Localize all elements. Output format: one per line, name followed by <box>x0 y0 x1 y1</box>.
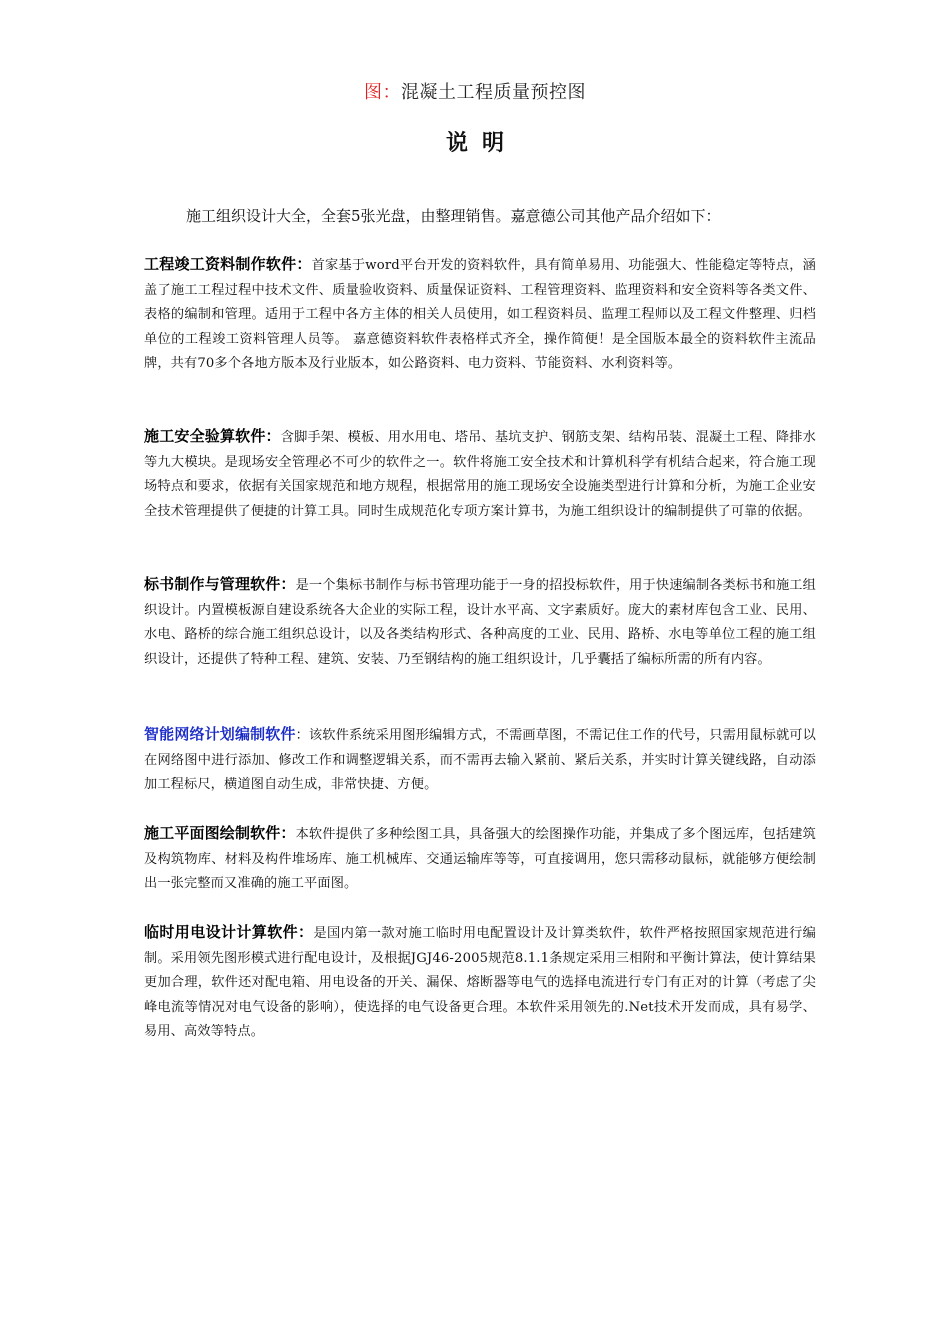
figure-caption <box>0 78 950 104</box>
section-title: 标书制作与管理软件： <box>144 575 296 593</box>
intro-paragraph: 施工组织设计大全，全套5张光盘，由整理销售。嘉意德公司其他产品介绍如下： <box>186 207 721 225</box>
section-temp-power-software <box>144 920 816 1045</box>
section-site-plan-software <box>144 821 816 897</box>
section-safety-calc-software <box>144 424 816 524</box>
figure-caption-text: 混凝土工程质量预控图 <box>401 82 586 103</box>
section-bid-document-software <box>144 572 816 672</box>
section-title: 临时用电设计计算软件： <box>144 923 314 941</box>
section-body: 是一个集标书制作与标书管理功能于一身的招投标软件，用于快速编制各类标书和施工组织设计。内置模板源自建设系统各大企业的实际工程，设计水平高、文字素质好。庞大的素材库包含工业、民用、水电、路桥的综合施工组织总设计，以及各类结构形式、各种高度的工业、民用、路桥、水电等单位工程的施工组织设计，还提供了特种工程、建筑、安装、乃至钢结构的施工组织设计，几乎囊括了编标所需的所有内容。 <box>144 578 816 667</box>
section-network-plan-software <box>144 722 816 798</box>
section-body: 首家基于word平台开发的资料软件，具有简单易用、功能强大、性能稳定等特点，涵盖了施工工程过程中技术文件、质量验收资料、质量保证资料、工程管理资料、监理资料和安全资料等各类文件、表格的编制和管理。适用于工程中各方主体的相关人员使用，如工程资料员、监理工程师以及工程文件整理、归档单位的工程竣工资料管理人员等。 嘉意德资料软件表格样式齐全，操作简便！是全国版本最全的资料软件主流品牌，共有70多个各地方版本及行业版本，如公路资料、电力资料、节能资料、水利资料等。 <box>144 258 816 371</box>
section-completion-docs-software <box>144 252 816 377</box>
section-title-link[interactable]: 智能网络计划编制软件 <box>144 725 296 743</box>
section-body: 是国内第一款对施工临时用电配置设计及计算类软件，软件严格按照国家规范进行编制。采用领先图形模式进行配电设计，及根据JGJ46-2005规范8.1.1条规定采用三相附和平衡计算法，使计算结果更加合理，软件还对配电箱、用电设备的开关、漏保、熔断器等电气的选择电流进行专门有正对的计算（考虑了尖峰电流等情况对电气设备的影响），使选择的电气设备更合理。本软件采用领先的.Net技术开发而成，具有易学、易用、高效等特点。 <box>144 926 817 1039</box>
figure-caption-label: 图： <box>364 82 401 103</box>
section-title: 施工平面图绘制软件： <box>144 824 296 842</box>
page-heading: 说明 <box>445 130 518 156</box>
section-body: 含脚手架、模板、用水用电、塔吊、基坑支护、钢筋支架、结构吊装、混凝土工程、降排水等九大模块。是现场安全管理必不可少的软件之一。软件将施工安全技术和计算机科学有机结合起来，符合施工现场特点和要求，依据有关国家规范和地方规程，根据常用的施工现场安全设施类型进行计算和分析，为施工企业安全技术管理提供了便捷的计算工具。同时生成规范化专项方案计算书，为施工组织设计的编制提供了可靠的依据。 <box>144 430 817 519</box>
section-title: 工程竣工资料制作软件： <box>144 255 312 273</box>
section-body: 本软件提供了多种绘图工具，具备强大的绘图操作功能，并集成了多个图远库，包括建筑及构筑物库、材料及构件堆场库、施工机械库、交通运输库等等，可直接调用，您只需移动鼠标，就能够方便绘制出一张完整而又准确的施工平面图。 <box>144 827 816 891</box>
section-body: ：该软件系统采用图形编辑方式，不需画草图，不需记住工作的代号，只需用鼠标就可以在网络图中进行添加、修改工作和调整逻辑关系，而不需再去输入紧前、紧后关系，并实时计算关键线路，自动添加工程标尺，横道图自动生成，非常快捷、方便。 <box>144 728 816 792</box>
section-title: 施工安全验算软件： <box>144 427 281 445</box>
